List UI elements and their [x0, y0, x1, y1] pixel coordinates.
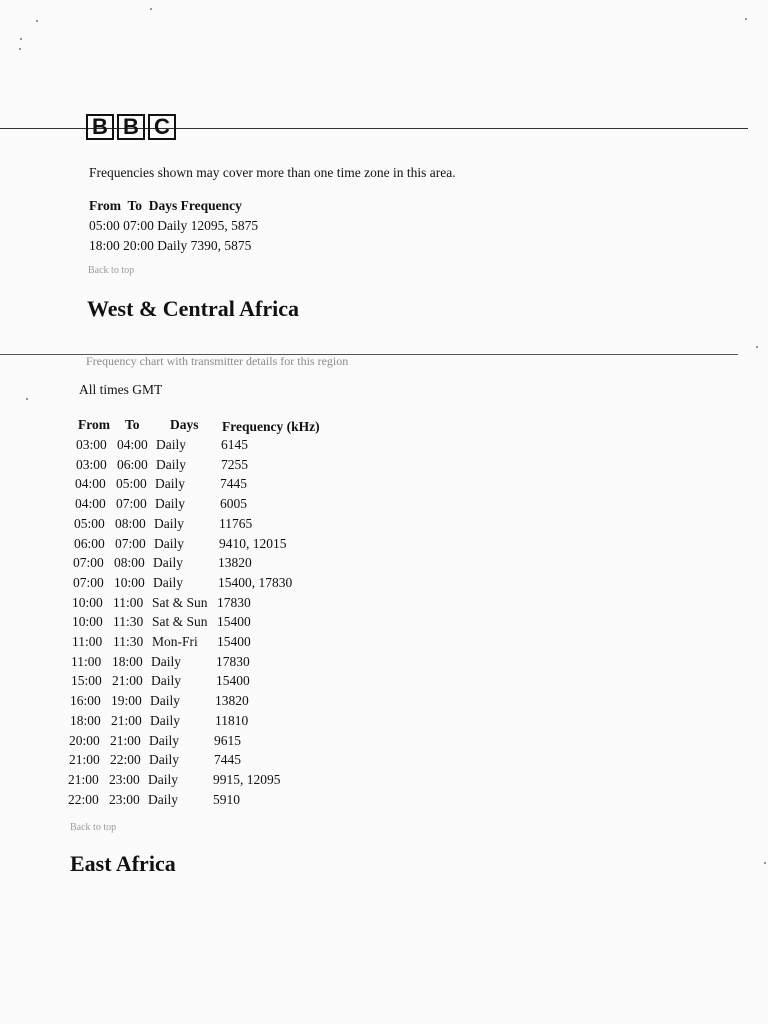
schedule-row [0, 614, 768, 633]
schedule-row [0, 772, 768, 791]
row-days: Daily [150, 693, 180, 709]
row-to-time: 22:00 [110, 752, 141, 768]
schedule-row [0, 752, 768, 771]
row-days: Sat & Sun [152, 614, 208, 630]
row-to-time: 08:00 [114, 555, 145, 571]
row-from-time: 20:00 [69, 732, 100, 748]
row-to-time: 06:00 [117, 456, 148, 472]
schedule-row [0, 516, 768, 535]
scan-speck [745, 18, 747, 20]
bbc-logo [86, 114, 176, 140]
bbc-logo-letter: C [148, 114, 176, 140]
row-days: Daily [153, 574, 183, 590]
times-note: All times GMT [79, 382, 163, 397]
back-to-top-link[interactable]: Back to top [70, 822, 117, 833]
row-frequency: 11810 [215, 712, 249, 728]
row-frequency: 5910 [213, 791, 240, 807]
row-from-time: 07:00 [73, 574, 104, 590]
row-frequency: 6005 [220, 496, 247, 512]
section-title-east-africa: East Africa [70, 851, 176, 876]
row-from-time: 15:00 [71, 673, 102, 689]
row-days: Daily [154, 515, 184, 531]
row-days: Mon-Fri [152, 634, 198, 649]
bbc-logo-letter: B [86, 114, 114, 140]
row-to-time: 08:00 [115, 515, 146, 531]
column-header-days: Days [170, 417, 199, 432]
schedule-row [0, 673, 768, 692]
row-frequency: 7445 [214, 752, 241, 768]
scan-speck [150, 8, 152, 10]
scan-speck [36, 20, 38, 22]
row-from-time: 10:00 [72, 594, 103, 610]
row-frequency: 11765 [219, 515, 253, 531]
schedule-row [0, 457, 768, 476]
row-from-time: 03:00 [76, 437, 107, 452]
row-from-time: 06:00 [74, 535, 105, 551]
row-days: Daily [149, 732, 179, 748]
row-to-time: 21:00 [111, 712, 142, 728]
column-header-from: From [78, 417, 110, 432]
row-from-time: 22:00 [68, 791, 99, 807]
schedule-row [0, 654, 768, 673]
row-frequency: 7255 [221, 456, 248, 472]
schedule-row [0, 555, 768, 574]
top-table-header: From To Days Frequency [89, 198, 242, 213]
row-from-time: 18:00 [70, 712, 101, 728]
row-to-time: 07:00 [115, 535, 146, 551]
row-days: Daily [153, 555, 183, 571]
scan-speck [19, 48, 21, 50]
row-frequency: 15400, 17830 [218, 574, 293, 590]
row-from-time: 04:00 [75, 476, 106, 492]
row-frequency: 13820 [218, 555, 252, 571]
row-days: Daily [156, 437, 186, 452]
section-title-west-central-africa: West & Central Africa [87, 296, 299, 321]
row-to-time: 18:00 [112, 653, 143, 669]
schedule-row [0, 536, 768, 555]
row-to-time: 11:30 [113, 614, 144, 630]
row-from-time: 03:00 [76, 456, 107, 472]
row-days: Daily [148, 791, 178, 807]
row-days: Daily [151, 653, 181, 669]
row-to-time: 07:00 [116, 496, 147, 512]
top-table-row: 05:00 07:00 Daily 12095, 5875 [89, 218, 259, 233]
schedule-row [0, 476, 768, 495]
scan-speck [756, 346, 758, 348]
scan-speck [764, 862, 766, 864]
row-from-time: 11:00 [72, 634, 103, 649]
row-frequency: 15400 [217, 634, 251, 649]
row-frequency: 13820 [215, 693, 249, 709]
row-to-time: 05:00 [116, 476, 147, 492]
column-header-frequency: Frequency (kHz) [222, 419, 320, 434]
row-days: Daily [148, 771, 178, 787]
row-frequency: 17830 [217, 594, 251, 610]
timezone-note: Frequencies shown may cover more than one time zone in this area. [89, 165, 456, 180]
row-days: Daily [155, 476, 185, 492]
row-days: Daily [151, 673, 181, 689]
row-frequency: 9410, 12015 [219, 535, 287, 551]
row-frequency: 7445 [220, 476, 247, 492]
schedule-row [0, 634, 768, 653]
row-frequency: 9615 [214, 732, 241, 748]
schedule-row [0, 733, 768, 752]
row-from-time: 21:00 [68, 771, 99, 787]
column-header-to: To [125, 417, 140, 432]
schedule-row [0, 575, 768, 594]
row-from-time: 11:00 [71, 653, 102, 669]
row-frequency: 15400 [217, 614, 251, 630]
bbc-logo-letter: B [117, 114, 145, 140]
schedule-row [0, 713, 768, 732]
row-to-time: 11:30 [113, 634, 144, 649]
frequency-chart-link[interactable]: Frequency chart with transmitter details for this region [86, 354, 349, 368]
row-to-time: 10:00 [114, 574, 145, 590]
row-from-time: 10:00 [72, 614, 103, 630]
scan-speck [26, 398, 28, 400]
row-frequency: 6145 [221, 437, 248, 452]
row-from-time: 05:00 [74, 515, 105, 531]
row-to-time: 11:00 [113, 594, 144, 610]
schedule-row [0, 693, 768, 712]
row-frequency: 9915, 12095 [213, 771, 281, 787]
back-to-top-link[interactable]: Back to top [88, 265, 135, 276]
schedule-row [0, 437, 768, 456]
row-from-time: 16:00 [70, 693, 101, 709]
row-from-time: 21:00 [69, 752, 100, 768]
row-frequency: 17830 [216, 653, 250, 669]
row-days: Daily [155, 496, 185, 512]
schedule-row [0, 792, 768, 811]
row-to-time: 21:00 [110, 732, 141, 748]
row-to-time: 04:00 [117, 437, 148, 452]
row-to-time: 21:00 [112, 673, 143, 689]
schedule-row [0, 496, 768, 515]
row-from-time: 04:00 [75, 496, 106, 512]
row-to-time: 19:00 [111, 693, 142, 709]
schedule-row [0, 595, 768, 614]
row-to-time: 23:00 [109, 791, 140, 807]
schedule-header-row [0, 417, 768, 436]
row-days: Daily [156, 456, 186, 472]
scan-speck [20, 38, 22, 40]
row-days: Daily [150, 712, 180, 728]
row-days: Sat & Sun [152, 594, 208, 610]
row-to-time: 23:00 [109, 771, 140, 787]
row-days: Daily [149, 752, 179, 768]
row-from-time: 07:00 [73, 555, 104, 571]
top-table-row: 18:00 20:00 Daily 7390, 5875 [89, 238, 252, 253]
row-frequency: 15400 [216, 673, 250, 689]
row-days: Daily [154, 535, 184, 551]
